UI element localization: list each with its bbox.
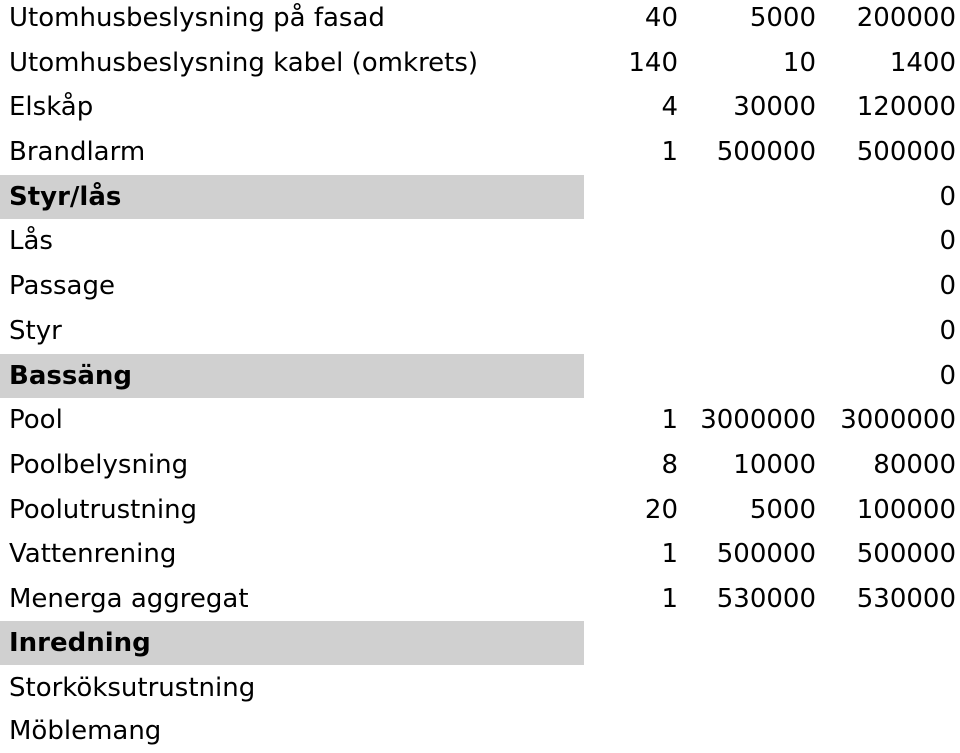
- total-cell[interactable]: 200000: [856, 3, 956, 33]
- total-cell[interactable]: [816, 666, 956, 710]
- section-header-row[interactable]: [0, 354, 960, 398]
- item-name-cell[interactable]: Pool: [9, 405, 63, 435]
- item-name-cell[interactable]: Poolutrustning: [9, 495, 198, 525]
- item-name-cell[interactable]: Vattenrening: [9, 539, 177, 569]
- unit-price-cell[interactable]: 10: [782, 48, 816, 78]
- table-row[interactable]: [0, 709, 960, 753]
- unit-price-cell[interactable]: 500000: [716, 539, 816, 569]
- item-name-cell[interactable]: Menerga aggregat: [9, 584, 249, 614]
- unit-price-cell[interactable]: [678, 354, 816, 398]
- quantity-cell[interactable]: [584, 621, 678, 665]
- unit-price-cell[interactable]: [678, 264, 816, 308]
- unit-price-cell[interactable]: [678, 219, 816, 263]
- quantity-cell[interactable]: 20: [644, 495, 678, 525]
- total-cell[interactable]: 0: [939, 316, 956, 346]
- table-row[interactable]: [0, 666, 960, 710]
- quantity-cell[interactable]: [584, 264, 678, 308]
- table-row[interactable]: [0, 488, 960, 532]
- total-cell[interactable]: 530000: [856, 584, 956, 614]
- unit-price-cell[interactable]: 30000: [733, 92, 816, 122]
- unit-price-cell[interactable]: 530000: [716, 584, 816, 614]
- unit-price-cell[interactable]: 10000: [733, 450, 816, 480]
- table-row[interactable]: [0, 532, 960, 576]
- total-cell[interactable]: 80000: [873, 450, 956, 480]
- unit-price-cell[interactable]: 5000: [749, 3, 816, 33]
- table-row[interactable]: [0, 219, 960, 263]
- table-row[interactable]: [0, 41, 960, 85]
- table-row[interactable]: [0, 309, 960, 353]
- unit-price-cell[interactable]: [678, 309, 816, 353]
- quantity-cell[interactable]: 140: [628, 48, 678, 78]
- total-cell[interactable]: 0: [939, 361, 956, 391]
- table-row[interactable]: [0, 85, 960, 129]
- quantity-cell[interactable]: 8: [661, 450, 678, 480]
- item-name-cell[interactable]: Poolbelysning: [9, 450, 189, 480]
- total-cell[interactable]: 0: [939, 226, 956, 256]
- quantity-cell[interactable]: [584, 309, 678, 353]
- unit-price-cell[interactable]: [678, 621, 816, 665]
- table-row[interactable]: [0, 130, 960, 174]
- table-row[interactable]: [0, 577, 960, 621]
- unit-price-cell[interactable]: [678, 175, 816, 219]
- total-cell[interactable]: [816, 621, 956, 665]
- item-name-cell[interactable]: Lås: [9, 226, 53, 256]
- section-header-cell[interactable]: Inredning: [0, 621, 584, 665]
- quantity-cell[interactable]: 40: [644, 3, 678, 33]
- item-name-cell[interactable]: Brandlarm: [9, 137, 146, 167]
- quantity-cell[interactable]: [584, 709, 678, 753]
- total-cell[interactable]: 500000: [856, 539, 956, 569]
- unit-price-cell[interactable]: 5000: [749, 495, 816, 525]
- total-cell[interactable]: [816, 709, 956, 753]
- item-name-cell[interactable]: Styr: [9, 316, 62, 346]
- item-name-cell[interactable]: Passage: [9, 271, 115, 301]
- total-cell[interactable]: 0: [939, 271, 956, 301]
- section-header-cell[interactable]: Styr/lås: [0, 175, 584, 219]
- quantity-cell[interactable]: 1: [661, 405, 678, 435]
- quantity-cell[interactable]: [584, 219, 678, 263]
- total-cell[interactable]: 0: [939, 182, 956, 212]
- unit-price-cell[interactable]: [678, 709, 816, 753]
- table-row[interactable]: [0, 443, 960, 487]
- total-cell[interactable]: 100000: [856, 495, 956, 525]
- table-row[interactable]: [0, 0, 960, 40]
- quantity-cell[interactable]: [584, 175, 678, 219]
- quantity-cell[interactable]: [584, 354, 678, 398]
- item-name-cell[interactable]: Storköksutrustning: [9, 673, 256, 703]
- item-name-cell[interactable]: Elskåp: [9, 92, 94, 122]
- item-name-cell[interactable]: Möblemang: [9, 716, 162, 746]
- table-row[interactable]: [0, 398, 960, 442]
- total-cell[interactable]: 3000000: [840, 405, 956, 435]
- unit-price-cell[interactable]: 3000000: [700, 405, 816, 435]
- quantity-cell[interactable]: [584, 666, 678, 710]
- unit-price-cell[interactable]: 500000: [716, 137, 816, 167]
- total-cell[interactable]: 120000: [856, 92, 956, 122]
- item-name-cell[interactable]: Utomhusbeslysning kabel (omkrets): [9, 48, 479, 78]
- section-header-row[interactable]: [0, 175, 960, 219]
- item-name-cell[interactable]: Utomhusbeslysning på fasad: [9, 3, 385, 33]
- quantity-cell[interactable]: 1: [661, 539, 678, 569]
- section-header-row[interactable]: [0, 621, 960, 665]
- total-cell[interactable]: 500000: [856, 137, 956, 167]
- quantity-cell[interactable]: 1: [661, 584, 678, 614]
- table-row[interactable]: [0, 264, 960, 308]
- total-cell[interactable]: 1400: [889, 48, 956, 78]
- quantity-cell[interactable]: 1: [661, 137, 678, 167]
- section-header-cell[interactable]: Bassäng: [0, 354, 584, 398]
- quantity-cell[interactable]: 4: [661, 92, 678, 122]
- unit-price-cell[interactable]: [678, 666, 816, 710]
